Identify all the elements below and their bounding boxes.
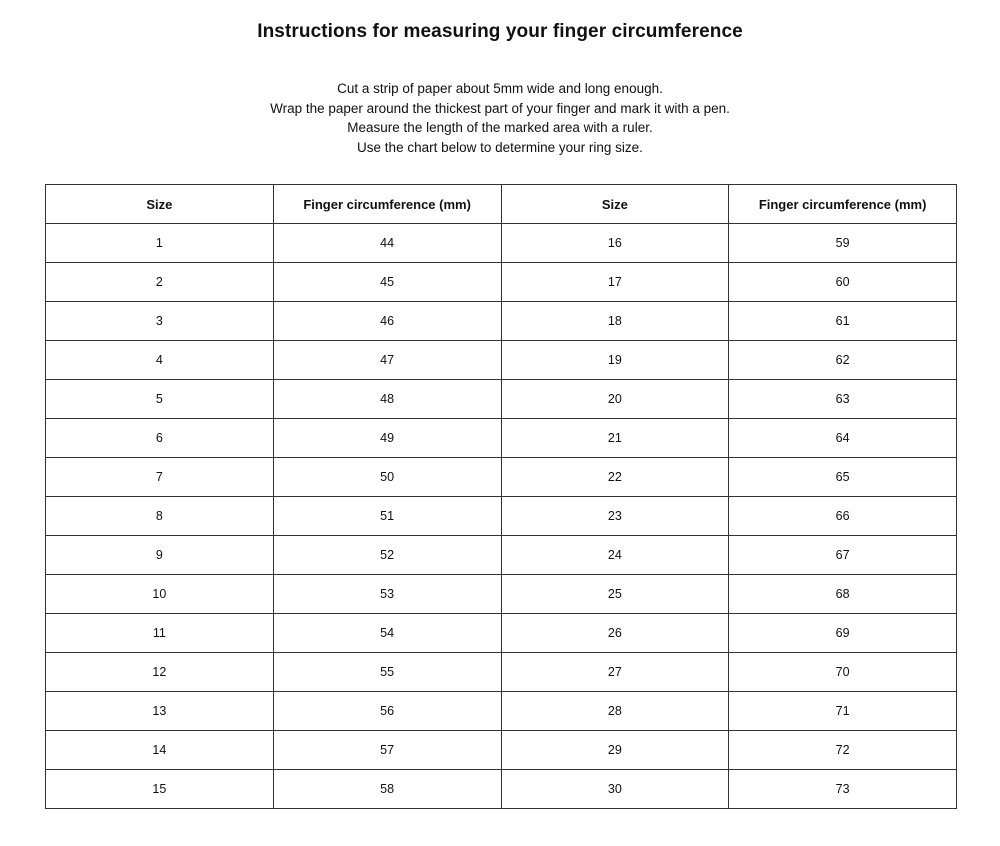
circumference-cell: 51 — [273, 497, 501, 536]
instruction-line: Cut a strip of paper about 5mm wide and long enough. — [337, 81, 663, 96]
size-cell: 3 — [46, 302, 274, 341]
circumference-cell: 71 — [729, 692, 957, 731]
circumference-cell: 67 — [729, 536, 957, 575]
table-row — [46, 224, 957, 263]
table-row — [46, 653, 957, 692]
size-cell: 13 — [46, 692, 274, 731]
size-cell: 7 — [46, 458, 274, 497]
ring-size-table — [45, 184, 957, 809]
circumference-cell: 54 — [273, 614, 501, 653]
size-cell: 19 — [501, 341, 729, 380]
table-row — [46, 263, 957, 302]
size-cell: 23 — [501, 497, 729, 536]
size-cell: 5 — [46, 380, 274, 419]
size-cell: 28 — [501, 692, 729, 731]
size-cell: 20 — [501, 380, 729, 419]
size-cell: 24 — [501, 536, 729, 575]
table-header-row — [46, 185, 957, 224]
size-cell: 26 — [501, 614, 729, 653]
size-cell: 1 — [46, 224, 274, 263]
circumference-cell: 70 — [729, 653, 957, 692]
circumference-cell: 45 — [273, 263, 501, 302]
circumference-cell: 59 — [729, 224, 957, 263]
circumference-cell: 46 — [273, 302, 501, 341]
circumference-cell: 55 — [273, 653, 501, 692]
circumference-cell: 47 — [273, 341, 501, 380]
size-cell: 25 — [501, 575, 729, 614]
circumference-cell: 73 — [729, 770, 957, 809]
size-cell: 9 — [46, 536, 274, 575]
size-cell: 11 — [46, 614, 274, 653]
table-row — [46, 536, 957, 575]
circumference-cell: 61 — [729, 302, 957, 341]
instruction-line: Use the chart below to determine your ring size. — [357, 139, 643, 155]
circumference-cell: 72 — [729, 731, 957, 770]
circumference-cell: 44 — [273, 224, 501, 263]
column-header-circumference-left: Finger circumference (mm) — [273, 185, 501, 224]
size-cell: 16 — [501, 224, 729, 263]
size-cell: 17 — [501, 263, 729, 302]
table-row — [46, 380, 957, 419]
size-cell: 12 — [46, 653, 274, 692]
circumference-cell: 48 — [273, 380, 501, 419]
table-row — [46, 458, 957, 497]
size-cell: 2 — [46, 263, 274, 302]
size-cell: 21 — [501, 419, 729, 458]
circumference-cell: 49 — [273, 419, 501, 458]
size-cell: 30 — [501, 770, 729, 809]
page-title: Instructions for measuring your finger circumference — [257, 21, 743, 42]
column-header-size-left: Size — [46, 185, 274, 224]
table-row — [46, 497, 957, 536]
size-cell: 4 — [46, 341, 274, 380]
table-row — [46, 692, 957, 731]
table-row — [46, 302, 957, 341]
column-header-size-right: Size — [501, 185, 729, 224]
column-header-circumference-right: Finger circumference (mm) — [729, 185, 957, 224]
table-row — [46, 731, 957, 770]
size-cell: 18 — [501, 302, 729, 341]
size-cell: 14 — [46, 731, 274, 770]
circumference-cell: 56 — [273, 692, 501, 731]
circumference-cell: 66 — [729, 497, 957, 536]
circumference-cell: 63 — [729, 380, 957, 419]
circumference-cell: 64 — [729, 419, 957, 458]
size-cell: 10 — [46, 575, 274, 614]
size-cell: 6 — [46, 419, 274, 458]
circumference-cell: 50 — [273, 458, 501, 497]
size-cell: 22 — [501, 458, 729, 497]
size-cell: 8 — [46, 497, 274, 536]
table-row — [46, 770, 957, 809]
table-row — [46, 614, 957, 653]
size-cell: 15 — [46, 770, 274, 809]
circumference-cell: 65 — [729, 458, 957, 497]
instruction-line: Measure the length of the marked area with a ruler. — [347, 120, 653, 135]
circumference-cell: 62 — [729, 341, 957, 380]
table-body — [46, 224, 957, 809]
circumference-cell: 58 — [273, 770, 501, 809]
size-cell: 29 — [501, 731, 729, 770]
table-row — [46, 341, 957, 380]
circumference-cell: 52 — [273, 536, 501, 575]
instructions-block — [0, 79, 1000, 157]
size-chart-container — [45, 184, 957, 809]
table-row — [46, 419, 957, 458]
circumference-cell: 60 — [729, 263, 957, 302]
instruction-line: Wrap the paper around the thickest part of your finger and mark it with a pen. — [270, 100, 730, 116]
size-cell: 27 — [501, 653, 729, 692]
table-header — [46, 185, 957, 224]
circumference-cell: 57 — [273, 731, 501, 770]
circumference-cell: 53 — [273, 575, 501, 614]
circumference-cell: 68 — [729, 575, 957, 614]
table-row — [46, 575, 957, 614]
circumference-cell: 69 — [729, 614, 957, 653]
